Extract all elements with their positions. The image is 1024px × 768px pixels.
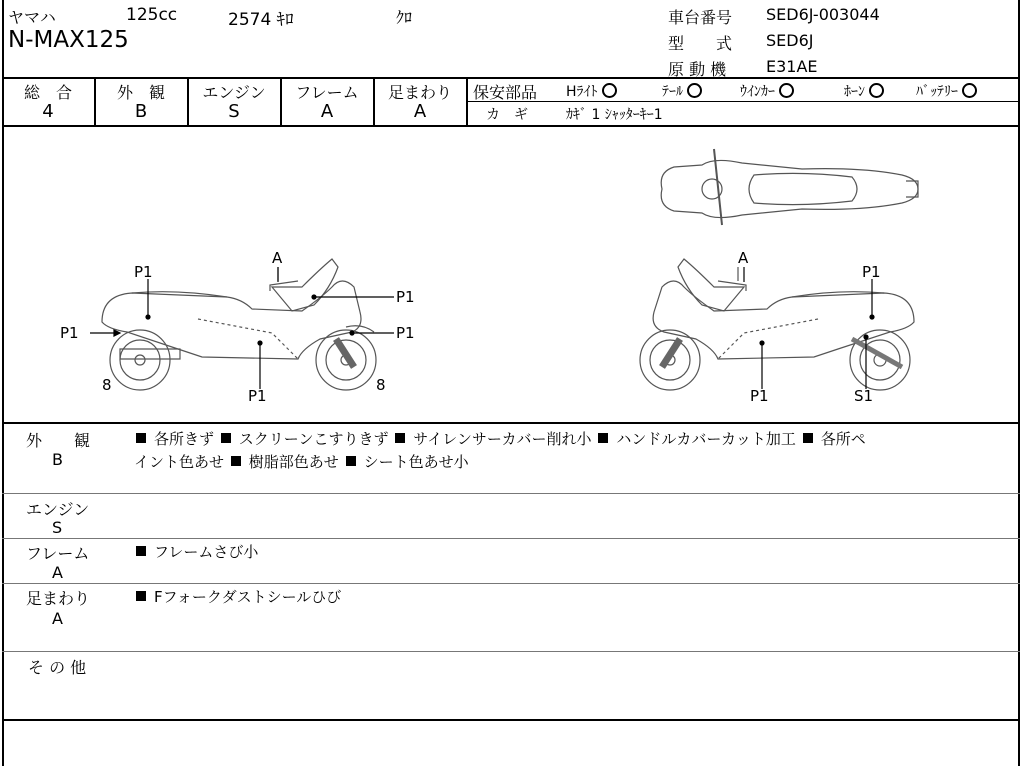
bullet-icon [346, 456, 356, 466]
frame-no-label: 車台番号 [668, 8, 733, 27]
bullet-icon [136, 433, 146, 443]
grade-overall-value: 4 [42, 101, 54, 122]
damage-label-left-front-wheel: 8 [376, 376, 386, 394]
frame-no-value: SED6J-003044 [766, 5, 880, 24]
safety-item-winker [740, 81, 794, 101]
exterior-notes-line2 [134, 451, 469, 474]
color: ｸﾛ [396, 8, 413, 27]
leader-dot [760, 341, 764, 345]
damage-label-left-seat: P1 [134, 263, 153, 281]
other-title: そ の 他 [28, 658, 87, 677]
suspension-grade: A [52, 609, 63, 628]
right-muffler [852, 339, 902, 367]
bullet-icon [136, 591, 146, 601]
grade-exterior-label: 外 観 [116, 83, 165, 102]
rule [2, 651, 1020, 652]
safety-item-headlight [566, 81, 617, 101]
key-value: ｶｷﾞ 1 ｼｬｯﾀｰｷｰ1 [566, 107, 663, 123]
safety-item-tail [662, 81, 702, 101]
battery-label: ﾊﾞｯﾃﾘｰ [916, 84, 958, 100]
top-body [661, 160, 918, 217]
left-fender [346, 326, 374, 332]
damage-label-left-floor: P1 [248, 387, 267, 405]
bullet-icon [231, 456, 241, 466]
bullet-icon [803, 433, 813, 443]
leader-dot [258, 341, 262, 345]
top-seat [749, 173, 857, 204]
maker: ヤマハ [8, 8, 56, 27]
exterior-title: 外 観 [26, 431, 91, 450]
bullet-icon [221, 433, 231, 443]
note: フレームさび小 [154, 543, 259, 561]
ok-circle-icon [602, 83, 617, 98]
grade-engine-label: エンジン [202, 83, 266, 102]
note: ハンドルカバーカット加工 [616, 430, 796, 448]
grade-suspension-label: 足まわり [387, 83, 452, 102]
note: イント色あせ [134, 453, 225, 471]
tail-label: ﾃｰﾙ [662, 84, 683, 100]
suspension-title: 足まわり [26, 589, 91, 608]
frame-title: フレーム [26, 544, 90, 563]
damage-label-right-muffler: S1 [854, 387, 874, 405]
rule [2, 493, 1020, 494]
right-front-cover [678, 259, 744, 311]
leader-dot [864, 335, 868, 339]
frame-notes [134, 541, 258, 564]
left-floor [198, 319, 298, 359]
damage-label-right-seat: P1 [862, 263, 881, 281]
headlight-label: Hﾗｲﾄ [566, 84, 598, 100]
damage-diagram [2, 127, 1020, 422]
leader-dot [350, 331, 354, 335]
note: スクリーンこすりきず [238, 430, 389, 448]
left-muffler [120, 349, 180, 359]
damage-label-left-front: P1 [396, 288, 415, 306]
rear-hub-left [135, 355, 145, 365]
damage-label-left-fender: P1 [396, 324, 415, 342]
bullet-icon [136, 546, 146, 556]
damage-label-left-rear-wheel: 8 [102, 376, 112, 394]
exterior-grade: B [52, 450, 63, 469]
damage-label-left-rear: P1 [60, 324, 79, 342]
note: 樹脂部色あせ [248, 453, 339, 471]
model-name: N-MAX125 [8, 27, 129, 53]
winker-label: ｳｲﾝｶｰ [740, 84, 775, 100]
grade-frame-value: A [320, 101, 334, 122]
safety-item-battery [916, 81, 977, 101]
rule [2, 77, 1020, 79]
rear-wheel-right [850, 330, 910, 390]
ok-circle-icon [962, 83, 977, 98]
rear-rim-left [120, 340, 160, 380]
bullet-icon [395, 433, 405, 443]
grade-suspension-value: A [413, 101, 427, 122]
rule [2, 719, 1020, 721]
rear-wheel-left [110, 330, 170, 390]
note: サイレンサーカバー削れ小 [413, 430, 592, 448]
mileage: 2574 ｷﾛ [228, 10, 294, 30]
rule [2, 538, 1020, 539]
suspension-notes [134, 586, 341, 609]
bullet-icon [598, 433, 608, 443]
horn-label: ﾎｰﾝ [844, 84, 865, 100]
type-label: 型 式 [668, 34, 733, 53]
grade-frame-label: フレーム [295, 83, 359, 102]
leader-dot [870, 315, 874, 319]
engine-grade: S [52, 518, 63, 537]
note: 各所ペ [820, 430, 866, 448]
type-value: SED6J [766, 31, 814, 50]
rule [2, 422, 1020, 424]
engine-label: 原 動 機 [668, 60, 727, 79]
note: 各所きず [154, 430, 215, 448]
damage-label-left-mirror: A [272, 249, 283, 267]
displacement: 125cc [126, 5, 178, 25]
right-fork [662, 339, 680, 367]
rule [2, 583, 1020, 584]
leader-dot [312, 295, 316, 299]
safety-item-horn [844, 81, 884, 101]
grade-overall-label: 総 合 [23, 83, 72, 102]
grade-engine-value: S [228, 101, 240, 122]
ok-circle-icon [687, 83, 702, 98]
note: シート色あせ小 [363, 453, 469, 471]
note: Fフォークダストシールひび [154, 588, 342, 606]
right-floor [718, 319, 818, 359]
ok-circle-icon [779, 83, 794, 98]
damage-label-right-floor: P1 [750, 387, 769, 405]
engine-title: エンジン [26, 500, 90, 519]
safety-title: 保安部品 [473, 83, 538, 102]
scooter-diagram-svg [2, 127, 1020, 422]
exterior-notes-line1 [134, 428, 866, 451]
damage-label-right-mirror: A [738, 249, 749, 267]
key-label: カ ギ [486, 107, 528, 123]
frame-grade: A [52, 563, 63, 582]
ok-circle-icon [869, 83, 884, 98]
top-view-scooter [661, 149, 918, 225]
left-fork [336, 339, 354, 367]
engine-value: E31AE [766, 57, 818, 76]
grade-exterior-value: B [134, 101, 148, 122]
leader-dot [146, 315, 150, 319]
rule [467, 101, 1020, 102]
